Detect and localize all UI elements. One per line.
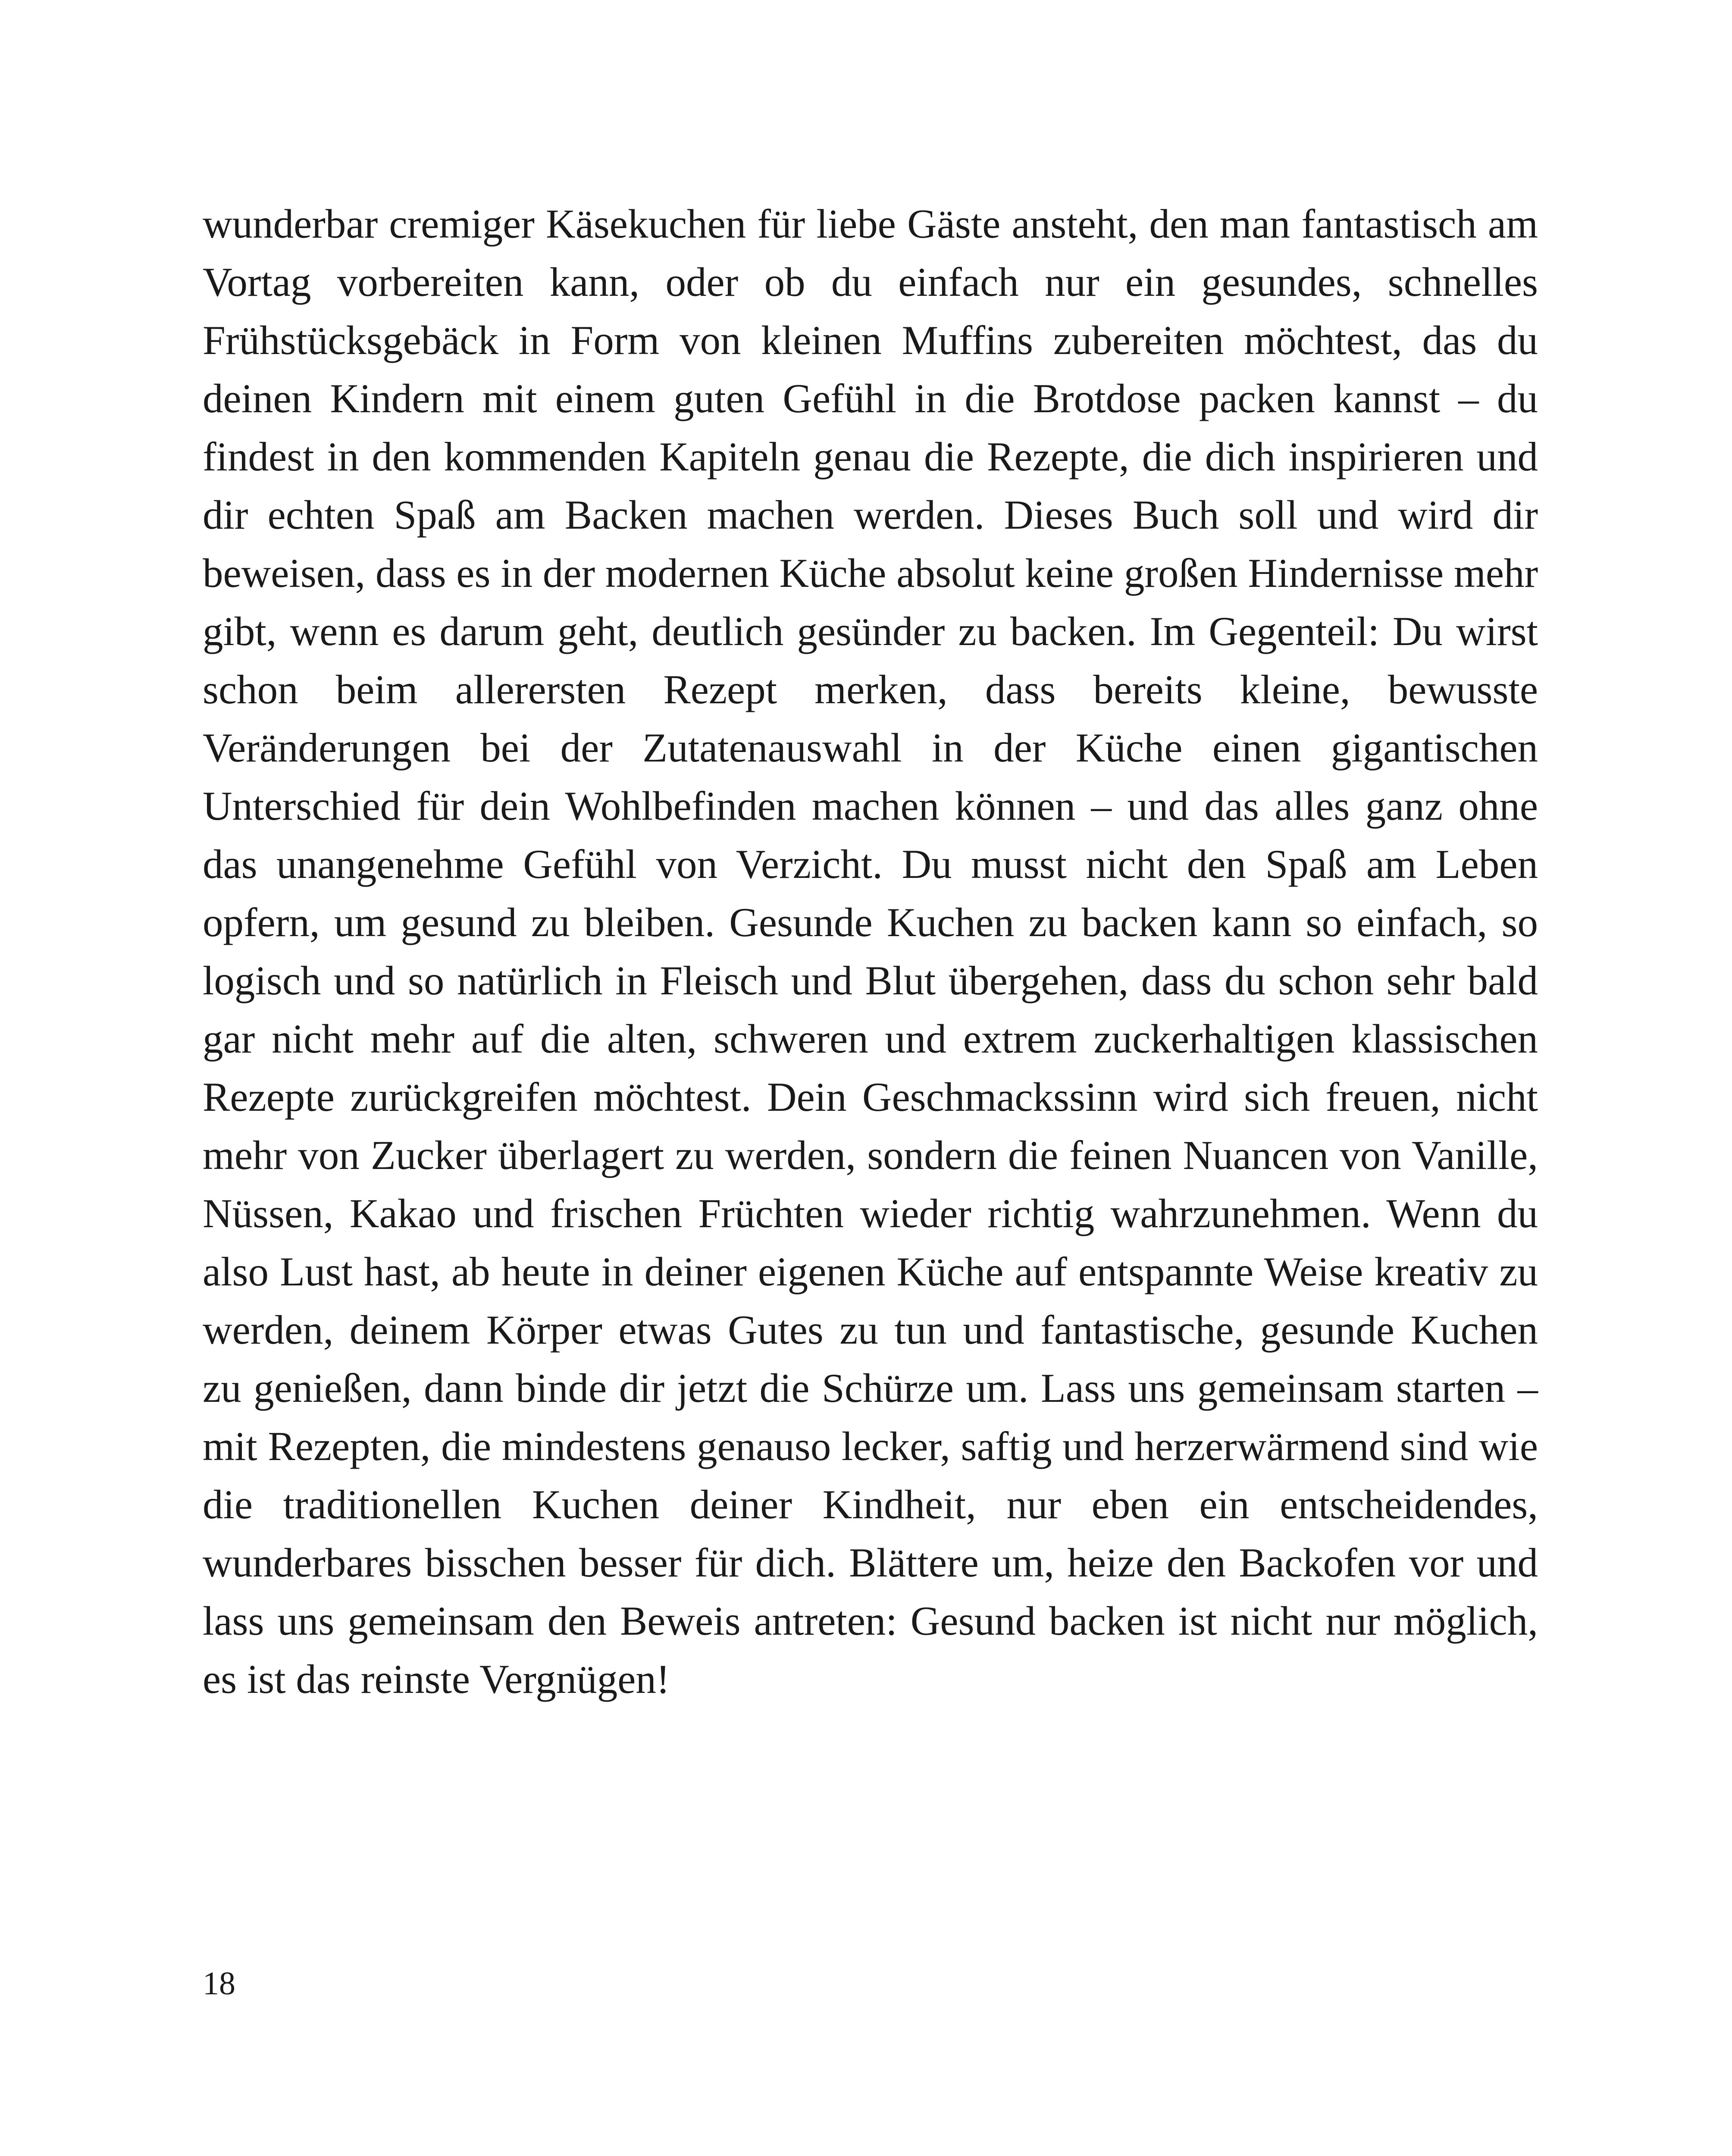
paragraph-line: Veränderungen bei der Zutatenauswahl in der Küche einen gigantischen (203, 725, 1538, 771)
paragraph-line: dir echten Spaß am Backen machen werden. Dieses Buch soll und wird dir (203, 492, 1538, 538)
paragraph-line: Frühstücksgebäck in Form von kleinen Muffins zubereiten möchtest, das du (203, 317, 1538, 363)
paragraph-line: werden, deinem Körper etwas Gutes zu tun und fantastische, gesunde Kuchen (203, 1307, 1538, 1353)
paragraph-line: Unterschied für dein Wohlbefinden machen können – und das alles ganz ohne (203, 783, 1538, 829)
paragraph-line: deinen Kindern mit einem guten Gefühl in die Brotdose packen kannst – du (203, 376, 1538, 421)
paragraph-line: also Lust hast, ab heute in deiner eigenen Küche auf entspannte Weise kreativ zu (203, 1249, 1538, 1294)
paragraph-line: lass uns gemeinsam den Beweis antreten: Gesund backen ist nicht nur möglich, (203, 1598, 1538, 1644)
page-number: 18 (203, 1965, 235, 2002)
body-paragraph (203, 195, 1538, 1708)
paragraph-line: das unangenehme Gefühl von Verzicht. Du musst nicht den Spaß am Leben (203, 841, 1538, 887)
paragraph-line: gibt, wenn es darum geht, deutlich gesünder zu backen. Im Gegenteil: Du wirst (203, 608, 1538, 654)
paragraph-line: opfern, um gesund zu bleiben. Gesunde Kuchen zu backen kann so einfach, so (203, 899, 1538, 945)
paragraph-last-line: es ist das reinste Vergnügen! (203, 1656, 670, 1702)
paragraph-line: mit Rezepten, die mindestens genauso lecker, saftig und herzerwärmend sind wie (203, 1423, 1538, 1469)
paragraph-line: Rezepte zurückgreifen möchtest. Dein Geschmackssinn wird sich freuen, nicht (203, 1074, 1538, 1120)
paragraph-line: wunderbar cremiger Käsekuchen für liebe Gäste ansteht, den man fantastisch am (203, 201, 1538, 247)
paragraph-line: findest in den kommenden Kapiteln genau die Rezepte, die dich inspirieren und (203, 434, 1538, 479)
paragraph-line: Vortag vorbereiten kann, oder ob du einfach nur ein gesundes, schnelles (203, 259, 1538, 305)
paragraph-line: logisch und so natürlich in Fleisch und Blut übergehen, dass du schon sehr bald (203, 958, 1538, 1003)
paragraph-line: beweisen, dass es in der modernen Küche absolut keine großen Hindernisse mehr (203, 550, 1538, 596)
paragraph-line: schon beim allerersten Rezept merken, dass bereits kleine, bewusste (203, 667, 1538, 712)
paragraph-line: zu genießen, dann binde dir jetzt die Schürze um. Lass uns gemeinsam starten – (203, 1365, 1538, 1411)
paragraph-line: wunderbares bisschen besser für dich. Blättere um, heize den Backofen vor und (203, 1540, 1538, 1586)
paragraph-line: gar nicht mehr auf die alten, schweren und extrem zuckerhaltigen klassischen (203, 1016, 1538, 1062)
paragraph-line: Nüssen, Kakao und frischen Früchten wieder richtig wahrzunehmen. Wenn du (203, 1191, 1538, 1236)
paragraph-line: die traditionellen Kuchen deiner Kindheit, nur eben ein entscheidendes, (203, 1482, 1538, 1527)
paragraph-line: mehr von Zucker überlagert zu werden, sondern die feinen Nuancen von Vanille, (203, 1132, 1538, 1178)
